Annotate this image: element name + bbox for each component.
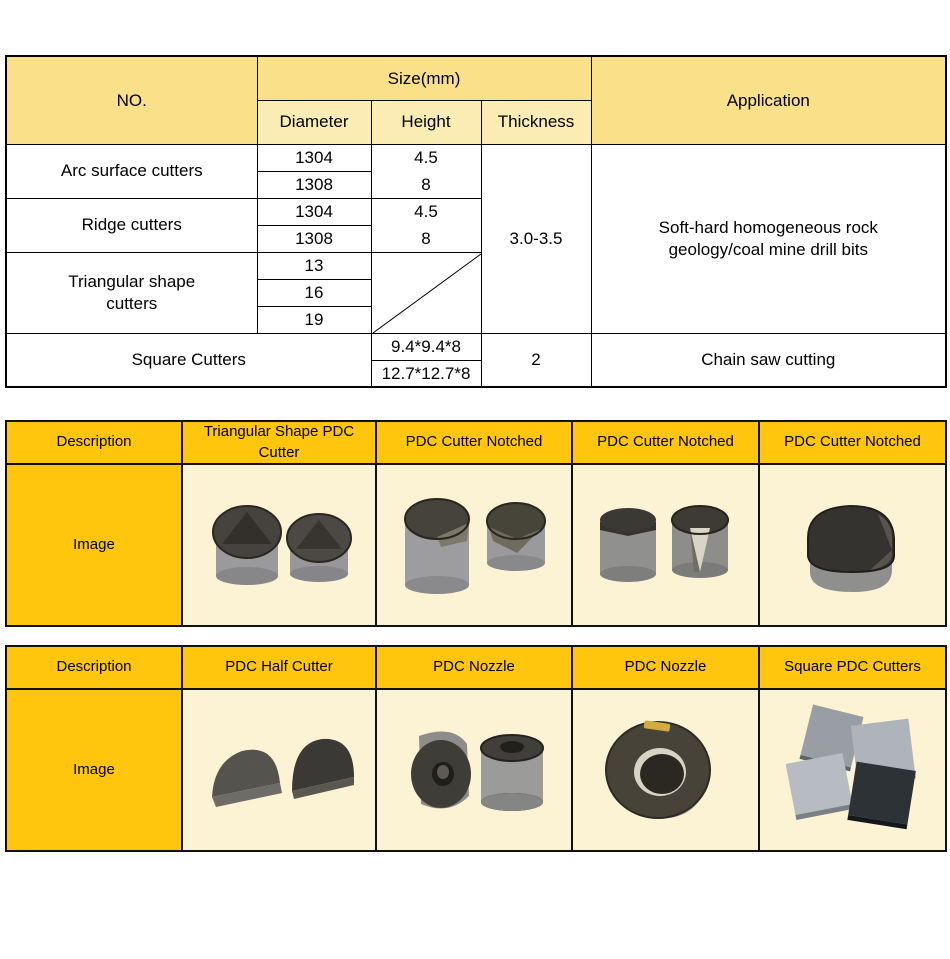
spec-row-arc-1 bbox=[6, 144, 946, 171]
pt2-col-1-header: PDC Half Cutter bbox=[182, 646, 376, 689]
product-table-2-image-row bbox=[6, 689, 946, 851]
spec-header-thickness bbox=[481, 100, 591, 144]
pt2-image-cell-1 bbox=[182, 689, 376, 851]
pt1-image-cell-4 bbox=[759, 464, 946, 626]
product-table-1 bbox=[5, 420, 947, 627]
pdc-cutter-notched-pair-photo bbox=[389, 475, 559, 615]
product-table-2 bbox=[5, 645, 947, 852]
pt2-image-cell-4 bbox=[759, 689, 946, 851]
diagonal-slash-icon bbox=[372, 253, 482, 334]
spec-header-height bbox=[371, 100, 481, 144]
spec-cell-triangular-height-empty bbox=[371, 252, 481, 333]
square-name-label: Square Cutters bbox=[131, 350, 246, 370]
spec-cell-ridge-name bbox=[6, 198, 257, 252]
spec-header-no-label: NO. bbox=[116, 90, 147, 110]
pt2-image-cell-3 bbox=[572, 689, 759, 851]
spec-cell-square-name bbox=[6, 333, 371, 387]
spec-cell-shared-application bbox=[591, 144, 946, 333]
pdc-cutter-notched-grooved-pair-photo bbox=[586, 480, 746, 610]
pt1-image-cell-1 bbox=[182, 464, 376, 626]
product-table-1-image-row bbox=[6, 464, 946, 626]
pt1-image-cell-3 bbox=[572, 464, 759, 626]
pt1-col-3-header: PDC Cutter Notched bbox=[572, 421, 759, 464]
spec-cell-triangular-diameter-2: 16 bbox=[257, 279, 371, 306]
spec-header-height-label: Height bbox=[401, 112, 451, 132]
shared-application-text: Soft-hard homogeneous rock geology/coal mine drill bits bbox=[658, 218, 878, 259]
spec-cell-triangular-name bbox=[6, 252, 257, 333]
spec-cell-square-thickness: 2 bbox=[481, 333, 591, 387]
spec-header-application-label: Application bbox=[726, 90, 810, 110]
pt1-image-cell-2 bbox=[376, 464, 572, 626]
arc-name-label: Arc surface cutters bbox=[60, 161, 203, 181]
spec-header-thickness-label: Thickness bbox=[497, 112, 575, 132]
spec-row-square-1 bbox=[6, 333, 946, 360]
spec-cell-ridge-diameter-2: 1308 bbox=[257, 225, 371, 252]
spec-cell-arc-height-1: 4.5 bbox=[371, 144, 481, 171]
square-pdc-cutters-stack-photo bbox=[768, 700, 938, 840]
spec-cell-triangular-diameter-1: 13 bbox=[257, 252, 371, 279]
spec-header-application bbox=[591, 56, 946, 144]
pdc-cutter-notched-single-photo bbox=[778, 480, 928, 610]
spec-cell-ridge-height-1: 4.5 bbox=[371, 198, 481, 225]
product-table-1-header-row bbox=[6, 421, 946, 464]
spec-cell-ridge-height-2: 8 bbox=[371, 225, 481, 252]
spec-header-row-1 bbox=[6, 56, 946, 100]
spec-header-diameter bbox=[257, 100, 371, 144]
triangular-shape-pdc-cutter-photo bbox=[194, 480, 364, 610]
pt2-image-label-cell: Image bbox=[6, 689, 182, 851]
pt1-image-label-cell: Image bbox=[6, 464, 182, 626]
ridge-name-label: Ridge cutters bbox=[81, 215, 182, 235]
pt1-description-header: Description bbox=[6, 421, 182, 464]
pt2-col-3-header: PDC Nozzle bbox=[572, 646, 759, 689]
spec-cell-ridge-diameter-1: 1304 bbox=[257, 198, 371, 225]
spec-header-size bbox=[257, 56, 591, 100]
spec-header-size-label: Size(mm) bbox=[387, 68, 461, 88]
spec-cell-square-application: Chain saw cutting bbox=[591, 333, 946, 387]
pt1-col-2-header: PDC Cutter Notched bbox=[376, 421, 572, 464]
triangular-name-label: Triangular shape cutters bbox=[68, 272, 196, 313]
pdc-nozzle-ring-photo bbox=[586, 700, 746, 840]
spec-cell-arc-height-2: 8 bbox=[371, 171, 481, 198]
shared-thickness-value: 3.0-3.5 bbox=[509, 228, 563, 248]
spec-header-no bbox=[6, 56, 257, 144]
pdc-half-cutter-pair-photo bbox=[194, 705, 364, 835]
spec-cell-triangular-diameter-3: 19 bbox=[257, 306, 371, 333]
spec-cell-square-size-2: 12.7*12.7*8 bbox=[371, 360, 481, 387]
spec-cell-arc-diameter-1: 1304 bbox=[257, 144, 371, 171]
pt2-col-2-header: PDC Nozzle bbox=[376, 646, 572, 689]
spec-cell-square-size-1: 9.4*9.4*8 bbox=[371, 333, 481, 360]
spec-table bbox=[5, 55, 947, 388]
pdc-nozzle-pair-photo bbox=[389, 700, 559, 840]
spec-cell-shared-thickness bbox=[481, 144, 591, 333]
spec-cell-arc-diameter-2: 1308 bbox=[257, 171, 371, 198]
pt2-col-4-header: Square PDC Cutters bbox=[759, 646, 946, 689]
spec-header-diameter-label: Diameter bbox=[279, 112, 349, 132]
pt1-col-1-header: Triangular Shape PDC Cutter bbox=[182, 421, 376, 464]
pt2-description-header: Description bbox=[6, 646, 182, 689]
pt2-image-cell-2 bbox=[376, 689, 572, 851]
pt1-col-4-header: PDC Cutter Notched bbox=[759, 421, 946, 464]
spec-cell-arc-name bbox=[6, 144, 257, 198]
product-table-2-header-row bbox=[6, 646, 946, 689]
